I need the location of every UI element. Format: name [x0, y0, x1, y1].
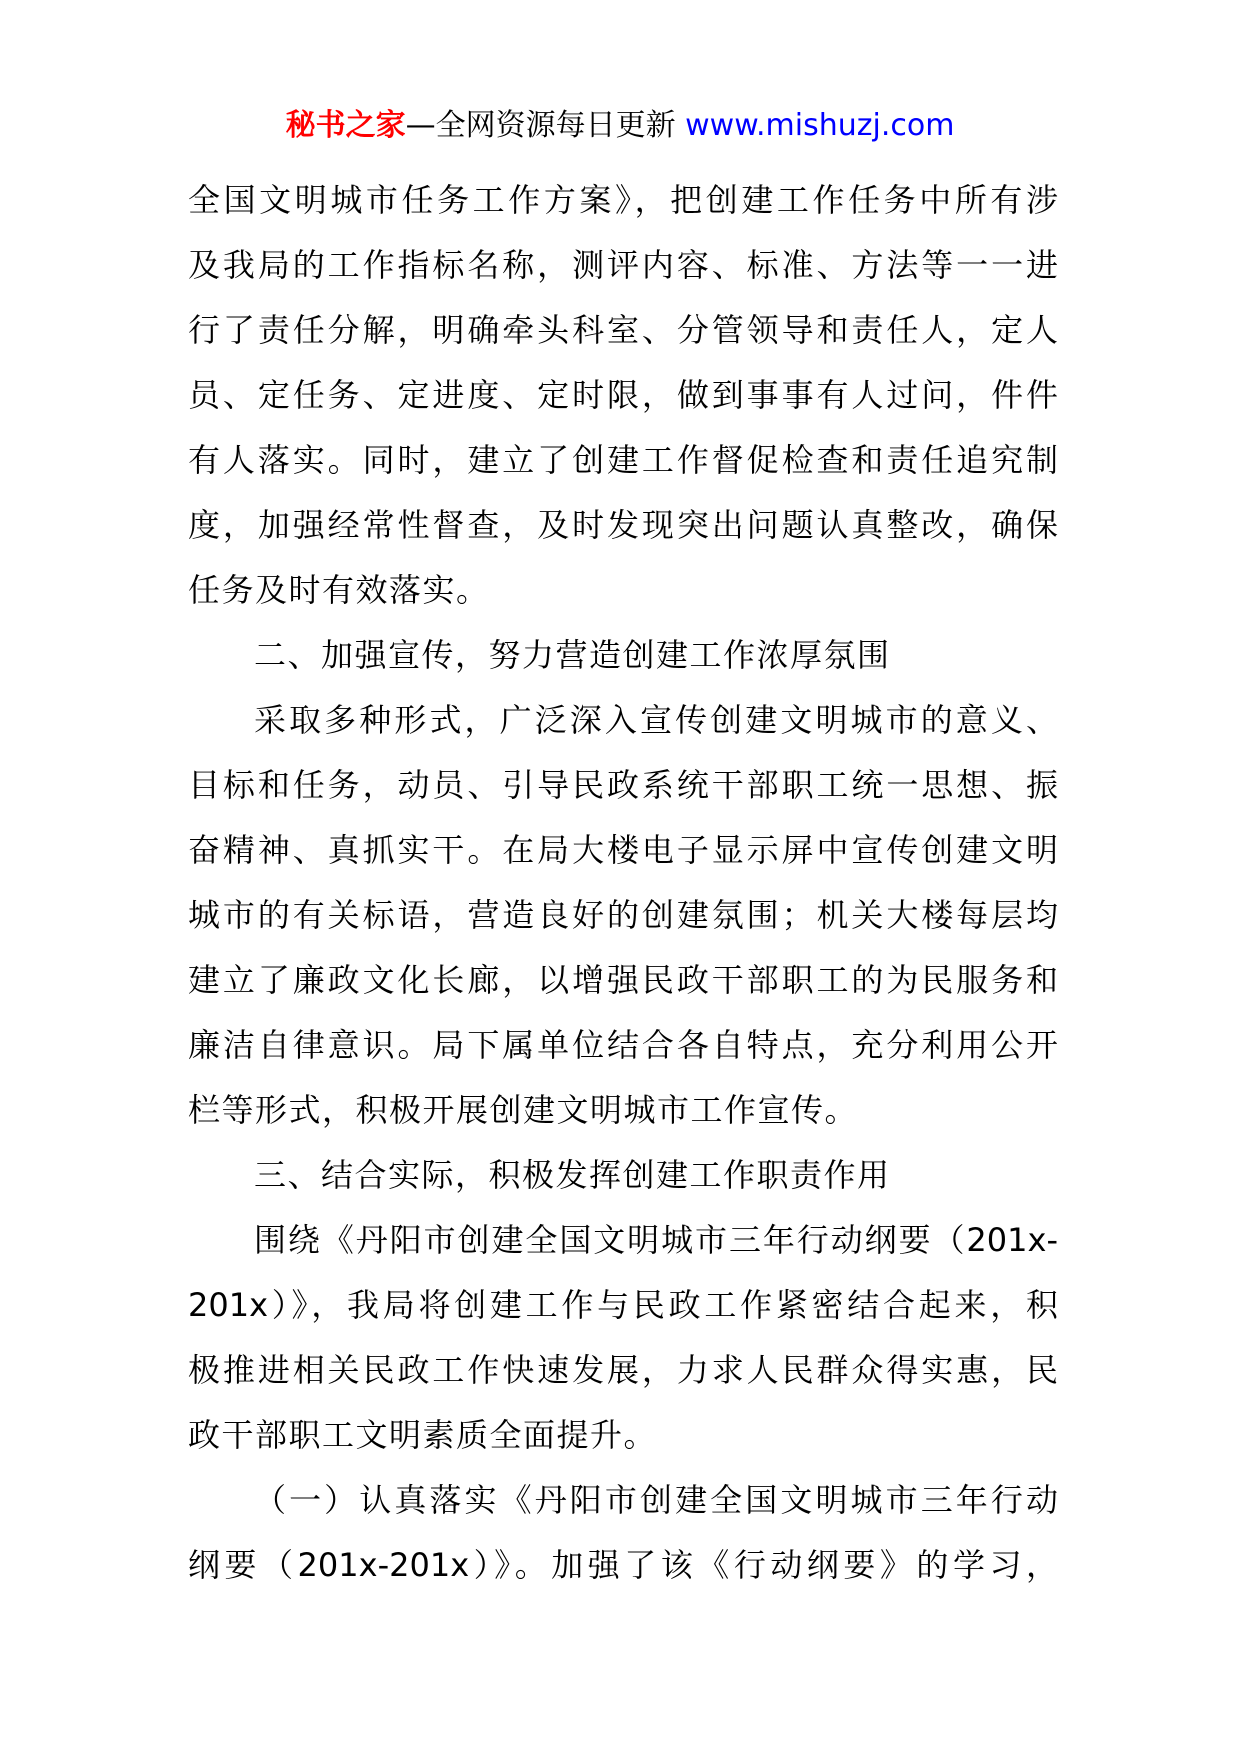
section-heading: 三、结合实际，积极发挥创建工作职责作用	[254, 1156, 891, 1194]
text-line: 全国文明城市任务工作方案》，把创建工作任务中所有涉	[188, 181, 1058, 219]
text-line: 奋精神、真抓实干。在局大楼电子显示屏中宣传创建文明	[188, 831, 1058, 869]
text-line: 政干部职工文明素质全面提升。	[188, 1416, 658, 1454]
subsection-heading: （一）认真落实《丹阳市创建全国文明城市三年行动	[254, 1481, 1058, 1519]
text-line: 采取多种形式，广泛深入宣传创建文明城市的意义、	[254, 701, 1058, 739]
text-line: 201x）》，我局将创建工作与民政工作紧密结合起来，积	[188, 1286, 1058, 1324]
text-line: 行了责任分解，明确牵头科室、分管领导和责任人，定人	[188, 311, 1058, 349]
text-line: 有人落实。同时，建立了创建工作督促检查和责任追究制	[188, 441, 1058, 479]
site-url-link[interactable]: www.mishuzj.com	[685, 108, 955, 143]
site-header	[0, 104, 1240, 148]
text-line: 栏等形式，积极开展创建文明城市工作宣传。	[188, 1091, 859, 1129]
brand-name: 秘书之家	[285, 108, 406, 143]
text-line: 员、定任务、定进度、定时限，做到事事有人过问，件件	[188, 376, 1058, 414]
text-line: 围绕《丹阳市创建全国文明城市三年行动纲要（201x-	[254, 1221, 1058, 1259]
document-body	[188, 168, 1058, 1598]
text-line: 城市的有关标语，营造良好的创建氛围；机关大楼每层均	[188, 896, 1058, 934]
text-line: 度，加强经常性督查，及时发现突出问题认真整改，确保	[188, 506, 1058, 544]
section-heading: 二、加强宣传，努力营造创建工作浓厚氛围	[254, 636, 891, 674]
text-line: 任务及时有效落实。	[188, 571, 490, 609]
text-line: 纲要（201x-201x）》。加强了该《行动纲要》的学习，	[188, 1546, 1058, 1584]
text-line: 廉洁自律意识。局下属单位结合各自特点，充分利用公开	[188, 1026, 1058, 1064]
text-line: 目标和任务，动员、引导民政系统干部职工统一思想、振	[188, 766, 1058, 804]
text-line: 及我局的工作指标名称，测评内容、标准、方法等一一进	[188, 246, 1058, 284]
text-line: 极推进相关民政工作快速发展，力求人民群众得实惠，民	[188, 1351, 1058, 1389]
text-line: 建立了廉政文化长廊，以增强民政干部职工的为民服务和	[188, 961, 1058, 999]
header-tagline: —全网资源每日更新	[405, 108, 686, 143]
